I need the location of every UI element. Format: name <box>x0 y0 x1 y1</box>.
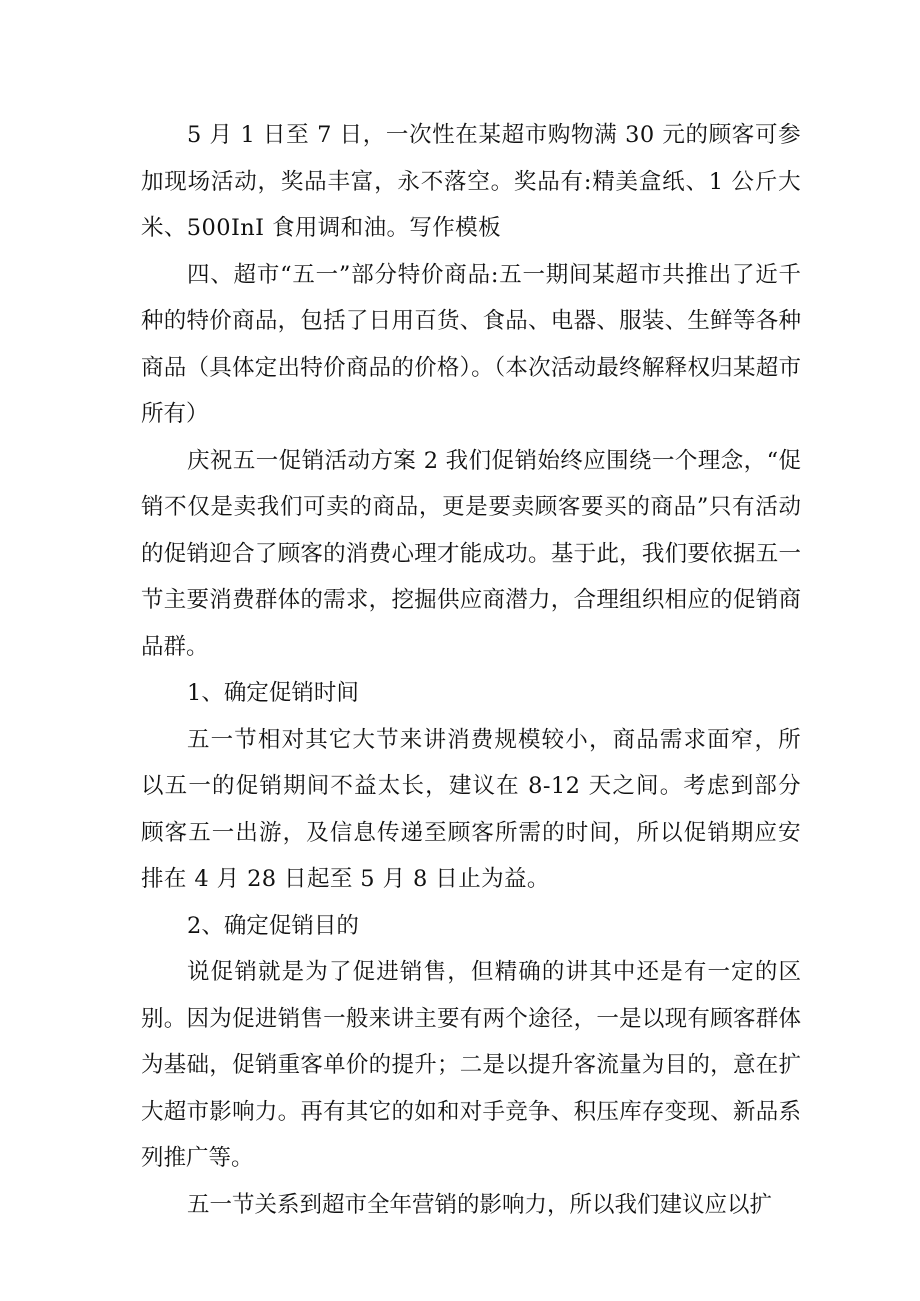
paragraph-special-offers: 四、超市“五一”部分特价商品:五一期间某超市共推出了近千种的特价商品，包括了日用百货、食品、电器、服装、生鲜等各种商品（具体定出特价商品的价格）。（本次活动最终解释权归某超市所有） <box>141 261 801 427</box>
paragraph-prize-event: 5 月 1 日至 7 日，一次性在某超市购物满 30 元的顾客可参加现场活动，奖品丰富，永不落空。奖品有:精美盒纸、1 公斤大米、500InI 食用调和油。写作模板 <box>141 122 801 241</box>
heading-promotion-time: 1、确定促销时间 <box>187 680 359 706</box>
paragraph-promotion-goal: 说促销就是为了促进销售，但精确的讲其中还是有一定的区别。因为促进销售一般来讲主要有两个途径，一是以现有顾客群体为基础，促销重客单价的提升；二是以提升客流量为目的，意在扩大超市影响力。再有其它的如和对手竞争、积压库存变现、新品系列推广等。 <box>141 959 801 1171</box>
paragraph-marketing-influence: 五一节关系到超市全年营销的影响力，所以我们建议应以扩 <box>187 1191 773 1218</box>
paragraph-plan-intro: 庆祝五一促销活动方案 2 我们促销始终应围绕一个理念，“促销不仅是卖我们可卖的商品，更是要卖顾客要买的商品”只有活动的促销迎合了顾客的消费心理才能成功。基于此，我们要依据五一节主要消费群体的需求，挖掘供应商潜力，合理组织相应的促销商品群。 <box>141 447 801 660</box>
heading-promotion-goal: 2、确定促销目的 <box>187 912 359 939</box>
document-body <box>141 112 801 1228</box>
paragraph-promotion-time: 五一节相对其它大节来讲消费规模较小，商品需求面窄，所以五一的促销期间不益太长，建议在 8-12 天之间。考虑到部分顾客五一出游，及信息传递至顾客所需的时间，所以促销期应安排在 4 月 28 日起至 5 月 8 日止为益。 <box>141 726 801 892</box>
